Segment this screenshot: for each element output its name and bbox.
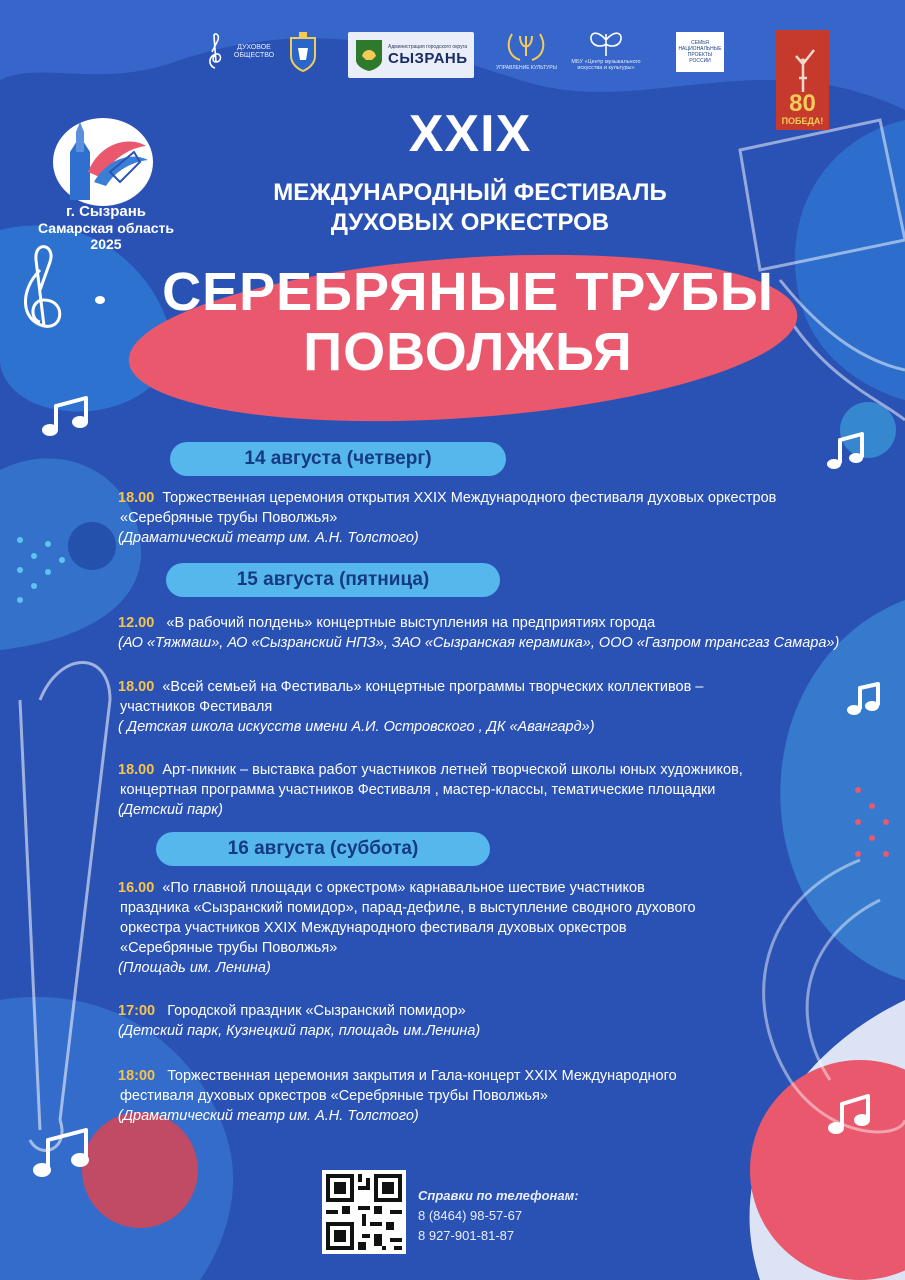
- motherland-statue-icon: [788, 48, 818, 92]
- event-text-cont: «Серебряные трубы Поволжья»: [120, 940, 338, 956]
- phone-number-1[interactable]: 8 (8464) 98-57-67: [418, 1208, 523, 1223]
- day-header-aug-15: 15 августа (пятница): [166, 563, 500, 597]
- syzran-coat-of-arms-icon: [354, 38, 384, 72]
- day-header-aug-14: 14 августа (четверг): [170, 442, 506, 476]
- event-text-cont: фестиваля духовых оркестров «Серебряные трубы Поволжья»: [120, 1088, 548, 1104]
- event-text: Торжественная церемония закрытия и Гала-концерт XXIX Международного: [167, 1068, 677, 1084]
- brass-society-title: ДУХОВОЕ ОБЩЕСТВО: [233, 44, 275, 59]
- music-center-logo: [570, 28, 642, 76]
- event-text-cont: «Серебряные трубы Поволжья»: [120, 510, 338, 526]
- event-text-cont: концертная программа участников Фестиваля , мастер-классы, тематические площадки: [120, 782, 716, 798]
- event-place: (Драматический театр им. А.Н. Толстого): [118, 1108, 419, 1124]
- samara-region-emblem: [288, 28, 318, 76]
- syzran-administration-logo: [348, 32, 474, 78]
- event-time: 16.00: [118, 880, 155, 896]
- event-item: [118, 1066, 858, 1126]
- event-time: 18.00: [118, 679, 155, 695]
- event-text: «Всей семьей на Фестиваль» концертные программы творческих коллективов –: [162, 679, 704, 695]
- event-place: (АО «Тяжмаш», АО «Сызранский НПЗ», ЗАО «Сызранская керамика», ООО «Газпром трансгаз Самара»): [118, 635, 840, 651]
- victory-number: 80: [789, 90, 816, 117]
- event-time: 18.00: [118, 490, 155, 506]
- event-text: «В рабочий полдень» концертные выступления на предприятиях города: [166, 615, 656, 631]
- festival-numeral: XXIX: [408, 105, 532, 163]
- event-text-cont: оркестра участников XXIX Международного фестиваля духовых оркестров: [120, 920, 627, 936]
- festival-title: [118, 262, 818, 382]
- event-item: [118, 488, 858, 548]
- event-text: Городской праздник «Сызранский помидор»: [167, 1003, 466, 1019]
- contacts-heading: Справки по телефонам:: [418, 1188, 579, 1203]
- syzran-caption: Администрация городского округа: [388, 43, 468, 50]
- music-center-caption: МБУ «Центр музыкального искусства и культуры»: [571, 59, 641, 71]
- event-item: [118, 878, 858, 978]
- event-text-cont: праздника «Сызранский помидор», парад-дефиле, в выступление сводного духового: [120, 900, 696, 916]
- festival-subtitle: [210, 178, 730, 238]
- day-header-aug-16: 16 августа (суббота): [156, 832, 490, 866]
- event-place: (Детский парк): [118, 802, 223, 818]
- event-text: «По главной площади с оркестром» карнавальное шествие участников: [162, 880, 645, 896]
- festival-emblem: [50, 112, 156, 208]
- red-circle-decoration: [82, 1112, 198, 1228]
- culture-department-caption: УПРАВЛЕНИЕ КУЛЬТУРЫ: [496, 65, 557, 71]
- festival-year: 2025: [90, 236, 122, 252]
- qr-code[interactable]: [322, 1170, 406, 1254]
- brass-society-logo: [206, 28, 280, 76]
- event-time: 18:00: [118, 1068, 156, 1084]
- title-line-2: ПОВОЛЖЬЯ: [303, 322, 633, 382]
- subtitle-line-1: МЕЖДУНАРОДНЫЙ ФЕСТИВАЛЬ: [273, 179, 667, 206]
- event-place: (Детский парк, Кузнецкий парк, площадь им.Ленина): [118, 1023, 481, 1039]
- victory-word: ПОБЕДА!: [781, 116, 824, 126]
- lyre-wreath-icon: [504, 28, 548, 64]
- event-place: (Площадь им. Ленина): [118, 960, 271, 976]
- festival-location: [26, 204, 186, 252]
- region-name: Самарская область: [38, 220, 174, 236]
- event-item: [118, 760, 858, 820]
- event-text: Арт-пикник – выставка работ участников летней творческой школы юных художников,: [162, 762, 743, 778]
- culture-department-logo: [496, 28, 557, 76]
- event-time: 12.00: [118, 615, 155, 631]
- event-item: [118, 677, 858, 737]
- treble-clef-icon: [206, 32, 224, 72]
- national-projects-logo: [676, 32, 724, 72]
- event-item: [118, 1001, 858, 1041]
- title-line-1: СЕРЕБРЯНЫЕ ТРУБЫ: [162, 262, 774, 322]
- phone-number-2[interactable]: 8 927-901-81-87: [418, 1228, 515, 1243]
- subtitle-line-2: ДУХОВЫХ ОРКЕСТРОВ: [330, 209, 610, 236]
- butterfly-icon: [586, 28, 626, 58]
- event-place: ( Детская школа искусств имени А.И. Островского , ДК «Авангард»): [118, 719, 595, 735]
- event-text-cont: участников Фестиваля: [120, 699, 273, 715]
- event-time: 18.00: [118, 762, 155, 778]
- victory-80-badge: [776, 30, 829, 130]
- event-time: 17:00: [118, 1003, 156, 1019]
- event-place: (Драматический театр им. А.Н. Толстого): [118, 530, 419, 546]
- city-name: г. Сызрань: [66, 203, 146, 220]
- event-text: Торжественная церемония открытия XXIX Международного фестиваля духовых оркестров: [162, 490, 777, 506]
- event-item: [118, 613, 858, 653]
- contacts-block: [418, 1186, 579, 1246]
- national-projects-caption: СЕМЬЯ НАЦИОНАЛЬНЫЕ ПРОЕКТЫ РОССИИ: [678, 40, 722, 64]
- syzran-name: СЫЗРАНЬ: [388, 49, 468, 67]
- coat-of-arms-icon: [288, 32, 318, 72]
